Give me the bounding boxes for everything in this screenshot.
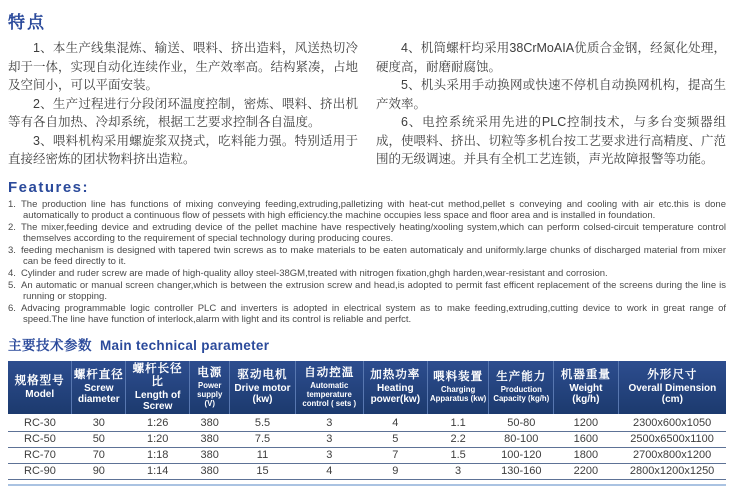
- value-cell: 7.5: [230, 431, 295, 447]
- column-header-en: Screw diameter: [77, 383, 120, 405]
- item-number: 6.: [8, 302, 16, 314]
- column-header-en: Production Capacity (kg/h): [493, 385, 550, 403]
- spec-table-header: [8, 361, 726, 415]
- column-header: [126, 361, 190, 415]
- value-cell: 90: [72, 463, 126, 479]
- value-cell: 9: [363, 463, 427, 479]
- value-cell: 130-160: [489, 463, 554, 479]
- feature-zh-item-6: 6、电控系统采用先进的PLC控制技术，与多台变频器组成，使喂料、挤出、切粒等多机台按工艺要求进行高精度、广范围的无级调速。并具有全机工艺连锁，声光故障报警等功能。: [376, 115, 727, 166]
- column-header: [554, 361, 619, 415]
- spec-table-body: [8, 415, 726, 480]
- value-cell: 100-120: [489, 447, 554, 463]
- column-header-en: Model: [25, 388, 55, 400]
- features-zh-left-column: [8, 39, 358, 169]
- value-cell: 2300x600x1050: [618, 415, 726, 432]
- column-header-en: Weight (kg/h): [569, 383, 603, 405]
- value-cell: 80-100: [489, 431, 554, 447]
- section-parameters: [8, 334, 726, 486]
- column-header: [190, 361, 230, 415]
- column-header-zh: 生产能力: [496, 371, 547, 383]
- column-header-zh: 电源: [197, 366, 223, 379]
- model-cell: RC-90: [8, 463, 72, 479]
- value-cell: 2700x800x1200: [618, 447, 726, 463]
- value-cell: 50-80: [489, 415, 554, 432]
- value-cell: 1:14: [126, 463, 190, 479]
- model-cell: RC-30: [8, 415, 72, 432]
- column-header-en: Heating power(kw): [370, 383, 421, 405]
- value-cell: 380: [190, 431, 230, 447]
- column-header-zh: 螺杆直径: [73, 369, 124, 381]
- value-cell: 5: [363, 431, 427, 447]
- value-cell: 5.5: [230, 415, 295, 432]
- feature-en-item-2: [8, 222, 726, 244]
- column-header-zh: 外形尺寸: [647, 369, 698, 381]
- value-cell: 4: [295, 463, 363, 479]
- value-cell: 1:20: [126, 431, 190, 447]
- value-cell: 1800: [554, 447, 619, 463]
- section-features-en: [8, 179, 726, 325]
- feature-zh-item-4: 4、机筒螺杆均采用38CrMoAIA优质合金钢，经氮化处理，硬度高，耐磨耐腐蚀。: [376, 41, 726, 74]
- features-zh-heading: 特点: [8, 13, 46, 32]
- value-cell: 1600: [554, 431, 619, 447]
- item-text: Advacing programmable logic controller PLC and inverters is adopted in electrical system as to make feeding,extruding,cutting device to work in great range of speed.The line have function of interlock,alarm with light and its control is reliable and perfct.: [21, 302, 726, 325]
- column-header-en: Overall Dimension (cm): [628, 383, 717, 405]
- column-header-zh: 喂料装置: [433, 371, 484, 383]
- value-cell: 380: [190, 447, 230, 463]
- item-text: feeding mechanism is designed with tapered twin screws as to make materials to be eaten automaticaly and uniformly.large chunks of discharged material from mixer can be feed directly to it.: [21, 244, 726, 267]
- spec-table-wrapper: [8, 361, 726, 486]
- column-header: [8, 361, 72, 415]
- item-text: The production line has functions of mixing conveying feeding,extruding,palletizing with heat-cut method,pellet s conveying and cooling with air etc.this is done automatically to product a continuous flow of pessets with high efficiency.the machine occupies less space and floor area and is installed in foundation.: [21, 198, 726, 221]
- value-cell: 30: [72, 415, 126, 432]
- value-cell: 70: [72, 447, 126, 463]
- value-cell: 2800x1200x1250: [618, 463, 726, 479]
- value-cell: 1200: [554, 415, 619, 432]
- value-cell: 4: [363, 415, 427, 432]
- value-cell: 15: [230, 463, 295, 479]
- spec-table-header-row: [8, 361, 726, 415]
- item-number: 3.: [8, 244, 16, 256]
- value-cell: 1:26: [126, 415, 190, 432]
- value-cell: 380: [190, 415, 230, 432]
- model-cell: RC-70: [8, 447, 72, 463]
- value-cell: 3: [295, 415, 363, 432]
- feature-zh-item-5: 5、机头采用手动换网或快速不停机自动换网机构，提高生产效率。: [376, 78, 726, 111]
- column-header: [363, 361, 427, 415]
- features-en-heading: Features:: [8, 178, 90, 196]
- column-header: [489, 361, 554, 415]
- value-cell: 11: [230, 447, 295, 463]
- value-cell: 2200: [554, 463, 619, 479]
- value-cell: 7: [363, 447, 427, 463]
- value-cell: 3: [295, 431, 363, 447]
- column-header-en: Automatic temperature control ( sets ): [302, 380, 357, 408]
- table-row: [8, 431, 726, 447]
- column-header-zh: 加热功率: [370, 369, 421, 381]
- features-zh-right-column: [376, 39, 726, 169]
- column-header-en: Length of Screw: [134, 389, 181, 412]
- column-header: [427, 361, 489, 415]
- value-cell: 50: [72, 431, 126, 447]
- value-cell: 3: [427, 463, 489, 479]
- table-row: [8, 415, 726, 432]
- value-cell: 3: [295, 447, 363, 463]
- item-text: The mixer,feeding device and extruding device of the pellet machine have respectively heating/xooling system,which can perform colsed-circuit temperature control themselves according to the requirement of special technology during producing coures.: [21, 221, 726, 244]
- value-cell: 2.2: [427, 431, 489, 447]
- feature-en-item-1: [8, 199, 726, 221]
- column-header-en: Charging Apparatus (kw): [429, 385, 487, 403]
- model-cell: RC-50: [8, 431, 72, 447]
- item-number: 1.: [8, 198, 16, 210]
- column-header-zh: 螺杆长径比: [132, 362, 183, 388]
- item-number: 5.: [8, 279, 16, 291]
- feature-en-item-3: [8, 245, 726, 267]
- column-header: [72, 361, 126, 415]
- item-text: Cylinder and ruder screw are made of high-quality alloy steel-38GM,treated with nitrogen fixation,ghgh harden,wear-resistant and corrosion.: [21, 267, 608, 279]
- column-header-zh: 规格型号: [14, 374, 65, 387]
- column-header: [230, 361, 295, 415]
- parameters-heading-zh: 主要技术参数: [8, 337, 92, 353]
- parameters-heading: [8, 334, 726, 354]
- table-row: [8, 463, 726, 479]
- column-header-zh: 自动控温: [304, 366, 355, 379]
- section-features-zh: [8, 8, 726, 169]
- value-cell: 1.1: [427, 415, 489, 432]
- feature-en-item-4: [8, 268, 726, 279]
- column-header-zh: 机器重量: [560, 369, 611, 381]
- value-cell: 1:18: [126, 447, 190, 463]
- column-header-zh: 驱动电机: [237, 369, 288, 381]
- column-header-en: Power supply (V): [197, 380, 223, 408]
- column-header-en: Drive motor (kw): [234, 383, 291, 405]
- parameters-heading-en: Main technical parameter: [100, 337, 270, 353]
- feature-zh-item-2: 2、生产过程进行分段闭环温度控制，密炼、喂料、挤出机等有各自加热、冷却系统，根据工艺要求控制各自温度。: [8, 96, 358, 129]
- item-text: An automatic or manual screen changer,which is between the extrusion screw and head,is adopted to permit fast efficent replacement of the screens during the line is running or stopping.: [21, 279, 726, 302]
- value-cell: 380: [190, 463, 230, 479]
- value-cell: 2500x6500x1100: [618, 431, 726, 447]
- features-zh-columns: [8, 39, 726, 169]
- feature-zh-item-1: 1、本生产线集混炼、输送、喂料、挤出造料，风送热切冷却于一体，实现自动化连续作业，生产效率高。结构紧凑，占地及空间小，可以平面安装。: [8, 41, 359, 92]
- column-header: [618, 361, 726, 415]
- value-cell: 1.5: [427, 447, 489, 463]
- column-header: [295, 361, 363, 415]
- feature-en-item-5: [8, 280, 726, 302]
- item-number: 2.: [8, 221, 16, 233]
- item-number: 4.: [8, 267, 16, 279]
- feature-en-item-6: [8, 303, 726, 325]
- features-en-list: [8, 199, 726, 325]
- table-row: [8, 447, 726, 463]
- feature-zh-item-3: 3、喂料机构采用螺旋浆双挠式，吃料能力强。特别适用于直接经密炼的团状物料挤出造粒。: [8, 133, 358, 166]
- spec-table: [8, 361, 726, 480]
